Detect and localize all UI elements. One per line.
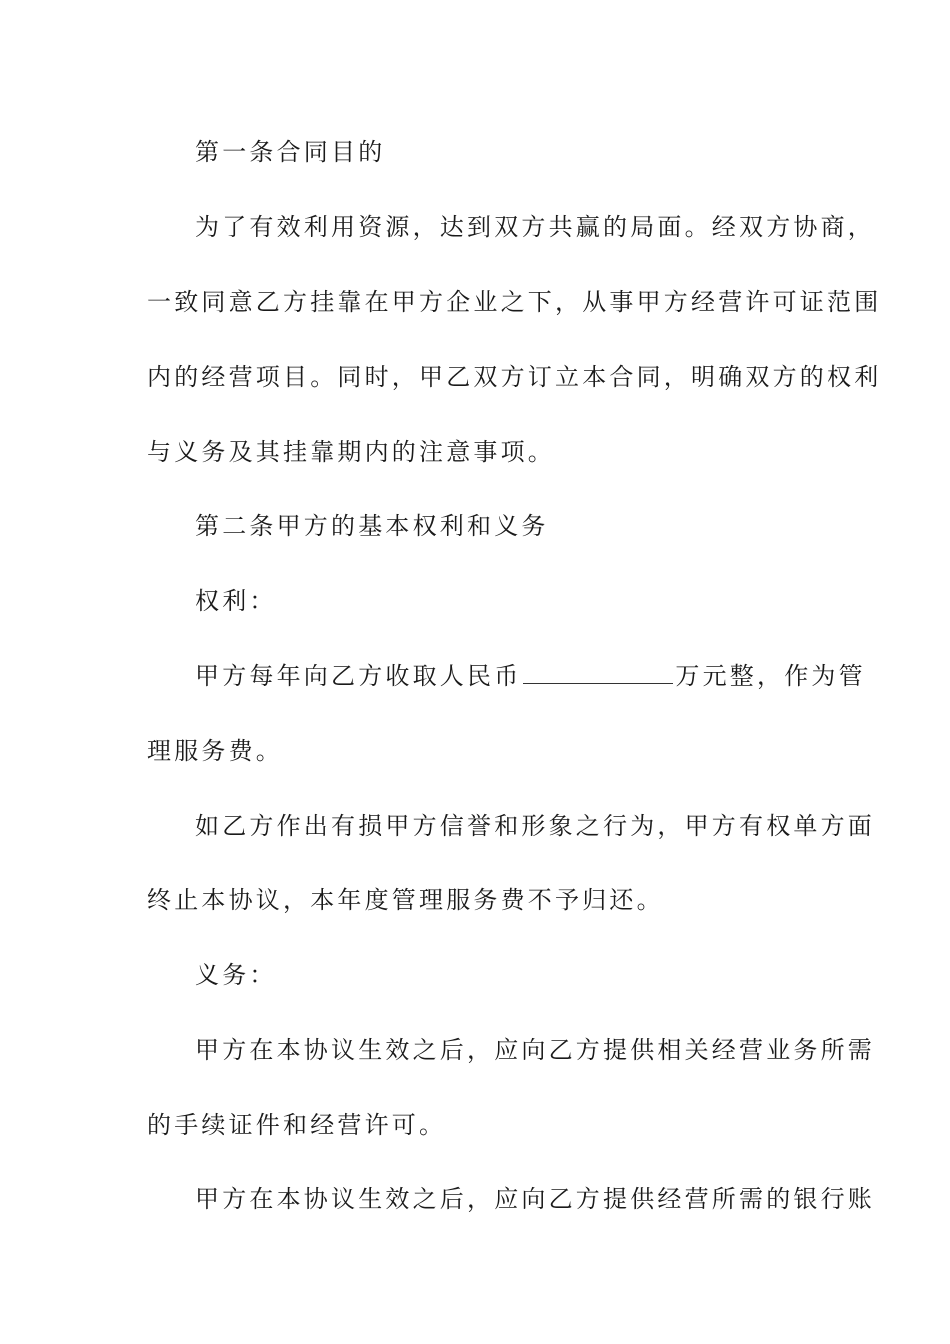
duties-label: 义务：: [195, 961, 277, 989]
article1-line-1: 为了有效利用资源，达到双方共赢的局面。经双方协商，: [195, 213, 875, 241]
fee-text-after: 万元整，作为管: [675, 662, 866, 690]
duty1-line-1: 甲方在本协议生效之后，应向乙方提供相关经营业务所需: [195, 1036, 875, 1064]
article1-line-2: 一致同意乙方挂靠在甲方企业之下，从事甲方经营许可证范围: [147, 288, 882, 316]
article1-line-4: 与义务及其挂靠期内的注意事项。: [147, 438, 555, 466]
amount-blank: [523, 661, 673, 684]
fee-text-before: 甲方每年向乙方收取人民币: [195, 662, 522, 690]
duty2-line-1: 甲方在本协议生效之后，应向乙方提供经营所需的银行账: [195, 1185, 875, 1213]
fee-line-1: [195, 661, 866, 691]
termination-line-1: 如乙方作出有损甲方信誉和形象之行为，甲方有权单方面: [195, 812, 875, 840]
article1-heading: 第一条合同目的: [195, 138, 386, 166]
termination-line-2: 终止本协议，本年度管理服务费不予归还。: [147, 886, 664, 914]
duty1-line-2: 的手续证件和经营许可。: [147, 1111, 447, 1139]
article1-line-3: 内的经营项目。同时，甲乙双方订立本合同，明确双方的权利: [147, 363, 882, 391]
rights-label: 权利：: [195, 587, 277, 615]
article2-heading: 第二条甲方的基本权利和义务: [195, 512, 549, 540]
fee-line-2: 理服务费。: [147, 737, 283, 765]
